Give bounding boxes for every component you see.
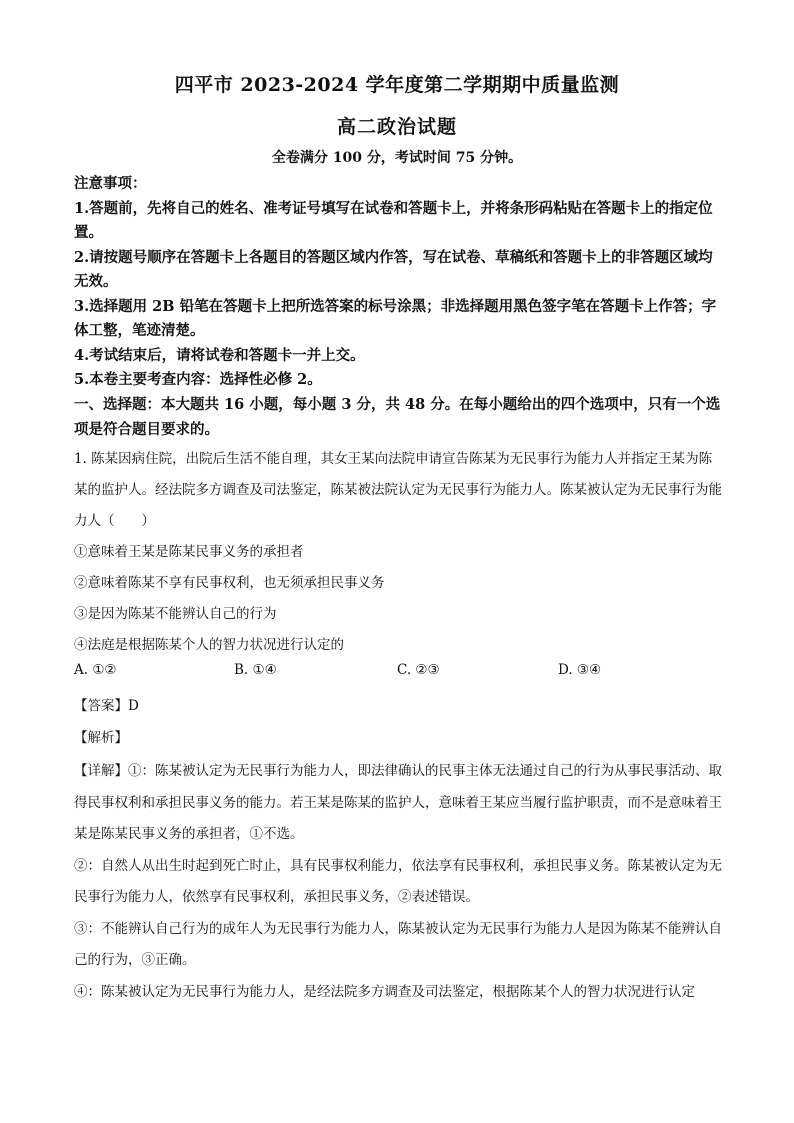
notes-item: 5.本卷主要考查内容：选择性必修 2。	[74, 371, 322, 388]
option-a: A. ①②	[74, 662, 117, 678]
detail-text: ①：陈某被认定为无民事行为能力人，即法律确认的民事主体无法通过自己的行为从事民事活动、取得民事权利和承担民事义务的能力。若王某是陈某的监护人，意味着王某应当履行监护职责，而不是意味着王某是陈某民事义务的承担者，①不选。	[74, 763, 722, 842]
detail-paragraph: ③：不能辨认自己行为的成年人为无民事行为能力人，陈某被认定为无民事行为能力人是因为陈某不能辨认自己的行为，③正确。	[74, 920, 722, 968]
notes-heading: 注意事项：	[74, 175, 147, 192]
analysis-label: 【解析】	[74, 730, 128, 746]
detail-paragraph	[74, 756, 724, 851]
question-statement: ①意味着王某是陈某民事义务的承担者	[74, 544, 304, 560]
option-c: C. ②③	[397, 662, 440, 678]
question-stem: 1. 陈某因病住院，出院后生活不能自理，其女王某向法院申请宣告陈某为无民事行为能力人并指定王某为陈某的监护人。经法院多方调查及司法鉴定，陈某被法院认定为无民事行为能力人。陈某被认定为无民事行为能力人（ ）	[74, 451, 722, 529]
exam-subtitle: 高二政治试题	[336, 116, 457, 138]
detail-paragraph: ④：陈某被认定为无民事行为能力人，是经法院多方调查及司法鉴定，根据陈某个人的智力状况进行认定	[74, 983, 695, 1000]
answer-line	[74, 694, 139, 714]
notes-block	[74, 172, 724, 393]
notes-item: 3.选择题用 2B 铅笔在答题卡上把所选答案的标号涂黑；非选择题用黑色签字笔在答题卡上作答；字体工整，笔迹清楚。	[74, 297, 717, 339]
answer-label: 【答案】	[74, 698, 128, 714]
detail-label: 【详解】	[74, 763, 128, 779]
answer-value: D	[128, 698, 139, 714]
detail-block	[74, 756, 724, 1008]
option-b: B. ①④	[234, 662, 277, 678]
notes-item: 2.请按题号顺序在答题卡上各题目的答题区域内作答，写在试卷、草稿纸和答题卡上的非答题区域均无效。	[74, 248, 713, 290]
question-statement: ③是因为陈某不能辨认自己的行为	[74, 606, 277, 622]
question-1	[74, 444, 724, 661]
exam-title: 四平市 2023-2024 学年度第二学期期中质量监测	[174, 74, 620, 96]
option-d: D. ③④	[558, 662, 602, 678]
question-statement: ②意味着陈某不享有民事权利，也无须承担民事义务	[74, 575, 385, 591]
question-options	[74, 662, 724, 690]
notes-item: 1.答题前，先将自己的姓名、准考证号填写在试卷和答题卡上，并将条形码粘贴在答题卡上的指定位置。	[74, 199, 713, 241]
detail-paragraph: ②：自然人从出生时起到死亡时止，具有民事权利能力，依法享有民事权利，承担民事义务。陈某被认定为无民事行为能力人，依然享有民事权利，承担民事义务，②表述错误。	[74, 857, 722, 905]
question-statement: ④法庭是根据陈某个人的智力状况进行认定的	[74, 637, 344, 653]
section-heading: 一、选择题：本大题共 16 小题，每小题 3 分，共 48 分。在每小题给出的四个选项中，只有一个选项是符合题目要求的。	[74, 396, 721, 438]
exam-meta: 全卷满分 100 分，考试时间 75 分钟。	[271, 150, 523, 166]
notes-item: 4.考试结束后，请将试卷和答题卡一并上交。	[74, 346, 365, 364]
